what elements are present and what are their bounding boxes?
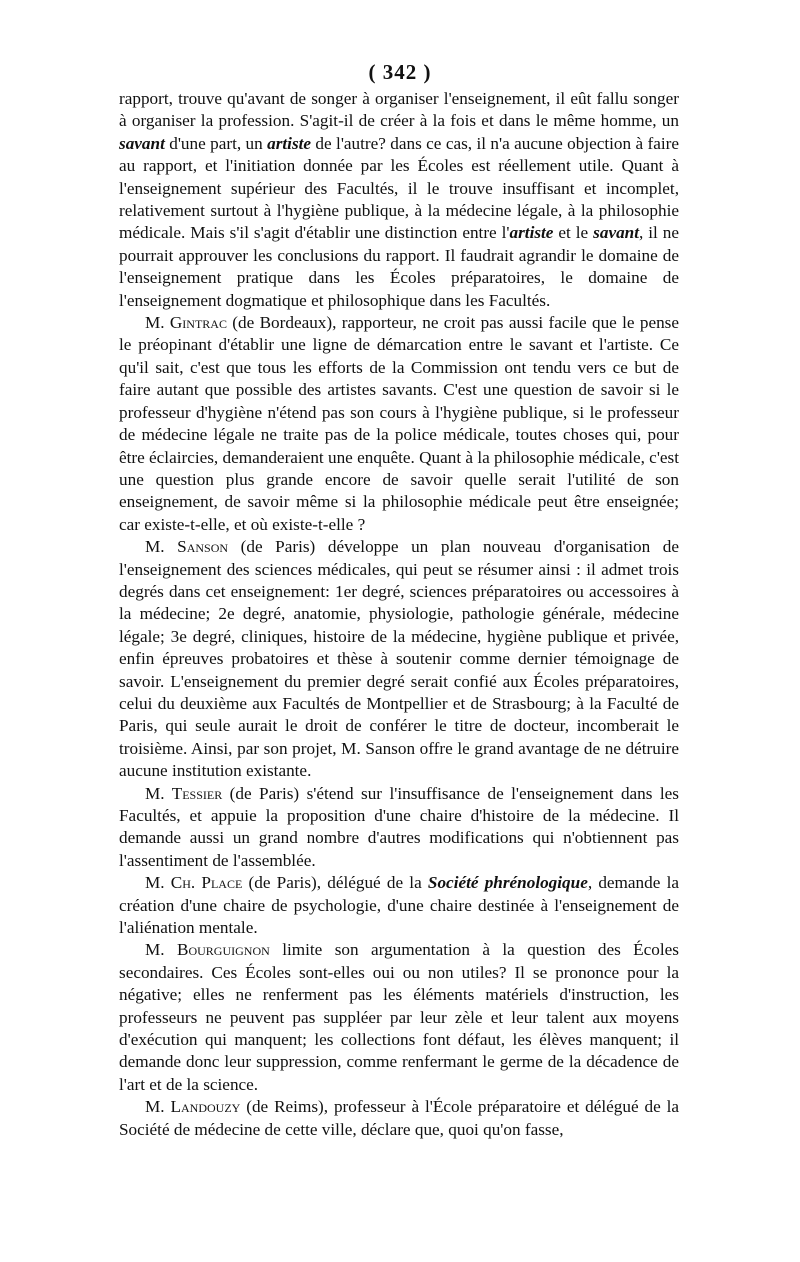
- emphasized-text: Société phrénologique: [427, 873, 588, 893]
- text-run: et le: [553, 223, 594, 243]
- text-run: (de Paris) s'étend sur l'insuffisance de l'enseignement dans les Facultés, et appuie la proposition d'une chaire d'histoire de la médecine. Il demande aussi un grand nombre d'autres modifications qui n'obtiennent pas l'assentiment de l'assemblée.: [119, 783, 679, 870]
- text-body: [119, 88, 679, 1141]
- speaker-name: M. Ch. Place: [145, 873, 243, 893]
- emphasized-text: savant: [593, 223, 639, 243]
- speaker-name: M. Gintrac: [145, 313, 227, 333]
- emphasized-text: artiste: [509, 223, 554, 243]
- text-run: rapport, trouve qu'avant de songer à organiser l'enseignement, il eût fallu songer à organiser la profession. S'agit-il de créer à la fois et dans le même homme, un: [119, 89, 679, 131]
- paragraph: [119, 536, 679, 782]
- text-run: (de Paris), délégué de la: [242, 873, 428, 893]
- speaker-name: M. Tessier: [145, 783, 223, 803]
- paragraph: [119, 939, 679, 1096]
- paragraph: [119, 88, 679, 312]
- text-run: (de Paris) développe un plan nouveau d'organisation de l'enseignement des sciences médicales, qui peut se résumer ainsi : il admet trois degrés dans cet enseignement: 1er degré, sciences préparatoires ou accessoires à la médecine; 2e degré, anatomie, physiologie, pathologie générale, médecine légale; 3e degré, cliniques, histoire de la médecine, hygiène publique et privée, enfin épreuves probatoires et thèse à soutenir comme dernier témoignage de savoir. L'enseignement du premier degré serait confié aux Écoles préparatoires, celui du deuxième aux Facultés de Montpellier et de Strasbourg; à la Faculté de Paris, qui seule aurait le droit de conférer le titre de docteur, incomberait le troisième. Ainsi, par son projet, M. Sanson offre le grand avantage de ne détruire aucune institution existante.: [119, 537, 679, 781]
- text-run: d'une part, un: [164, 133, 268, 153]
- paragraph: [119, 1096, 679, 1141]
- text-run: limite son argumentation à la question des Écoles secondaires. Ces Écoles sont-elles oui ou non utiles? Il se prononce pour la négative; elles ne renferment pas les éléments matériels d'instruction, les professeurs ne peuvent pas suppléer par leur zèle et leur talent aux moyens d'exécution qui manquent; les collections font défaut, les élèves manquent; il demande donc leur suppression, comme renfermant le germe de la décadence de l'art et de la science.: [119, 940, 679, 1094]
- speaker-name: M. Bourguignon: [145, 940, 270, 960]
- paragraph: [119, 312, 679, 536]
- emphasized-text: artiste: [267, 133, 312, 153]
- speaker-name: M. Landouzy: [145, 1097, 241, 1117]
- emphasized-text: savant: [119, 133, 165, 153]
- paragraph: [119, 872, 679, 939]
- page-number: ( 342 ): [368, 60, 432, 84]
- paragraph: [119, 783, 679, 873]
- text-run: (de Reims), professeur à l'École préparatoire et délégué de la Société de médecine de cette ville, déclare que, quoi qu'on fasse,: [119, 1097, 680, 1139]
- text-run: de l'autre? dans ce cas, il n'a aucune objection à faire au rapport, et l'initiation donnée par les Écoles est réellement utile. Quant à l'enseignement supérieur des Facultés, il le trouve insuffisant et incomplet, relativement surtout à l'hygiène publique, à la médecine légale, à la philosophie médicale. Mais s'il s'agit d'établir une distinction entre l': [119, 133, 679, 243]
- text-run: (de Bordeaux), rapporteur, ne croit pas aussi facile que le pense le préopinant d'établir une ligne de démarcation entre le savant et l'artiste. Ce qu'il sait, c'est que tous les efforts de la Commission ont tendu vers ce but de faire autant que possible des artistes savants. C'est une question de savoir si le professeur d'hygiène n'étend pas son cours à l'hygiène publique, si le professeur de médecine légale ne traite pas de la police médicale, toutes choses qui, pour être éclaircies, demanderaient une enquête. Quant à la philosophie médicale, c'est une question plus grande encore de savoir quelle serait l'utilité de son enseignement, de savoir même si la philosophie médicale peut être enseignée; car existe-t-elle, et où existe-t-elle ?: [119, 313, 680, 534]
- text-run: , demande la création d'une chaire de psychologie, d'une chaire destinée à l'enseignement de l'aliénation mentale.: [119, 873, 679, 938]
- speaker-name: M. Sanson: [145, 537, 229, 557]
- text-run: , il ne pourrait approuver les conclusions du rapport. Il faudrait agrandir le domaine de l'enseignement pratique dans les Écoles préparatoires, le domaine de l'enseignement dogmatique et philosophique dans les Facultés.: [119, 223, 679, 310]
